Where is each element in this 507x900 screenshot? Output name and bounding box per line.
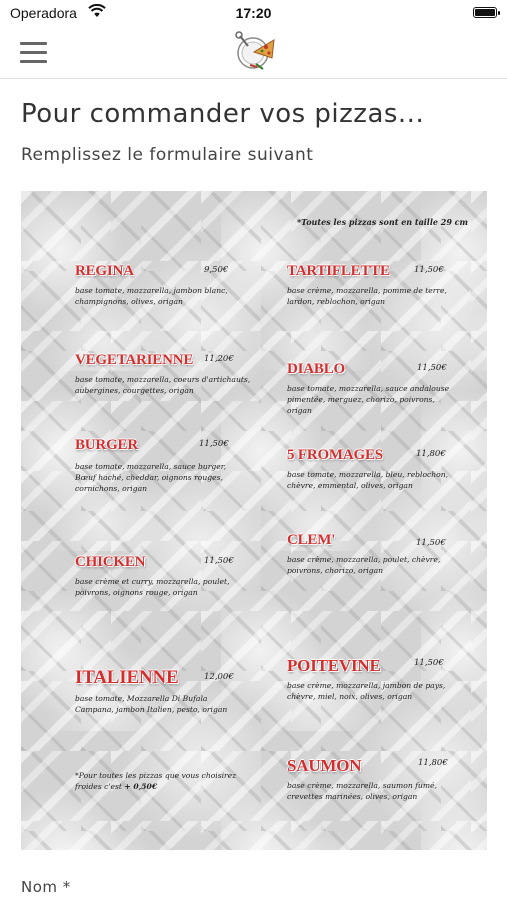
pizza-name: POITEVINE: [287, 656, 381, 675]
pizza-item-saumon: [287, 756, 467, 806]
pizza-price: 11,50€: [204, 556, 234, 566]
pizza-description: base tomate, mozzarella, jambon blanc, champignons, olives, origan: [75, 286, 228, 306]
pizza-description: base crème, mozzarella, pomme de terre, lardon, reblochon, origan: [287, 286, 447, 306]
pizza-description: base crème et curry, mozzarella, poulet, poivrons, oignons rouge, origan: [75, 577, 230, 597]
name-field-label: Nom *: [21, 878, 71, 896]
status-bar: [0, 0, 507, 28]
pizza-name: CLEM': [287, 532, 336, 548]
menu-size-note: *Toutes les pizzas sont en taille 29 cm: [297, 217, 469, 227]
pizza-item-tartiflette: [287, 263, 467, 313]
pizza-description: base crème, mozzarella, poulet, chèvre, poivrons, chorizo, origan: [287, 555, 441, 575]
pizza-description: base crème, mozzarella, saumon fumé, crevettes marinées, olives, origan: [287, 781, 437, 801]
pizza-price: 11,80€: [418, 758, 448, 768]
pizza-logo-icon[interactable]: [230, 28, 280, 76]
pizza-description: base tomate, mozzarella, sauce andalouse pimentée, merguez, chorizo, poivrons, origan: [287, 384, 450, 415]
pizza-item-clem: [287, 532, 467, 582]
pizza-item-poitevine: [287, 656, 467, 706]
page-title: Pour commander vos pizzas...: [21, 99, 425, 129]
pizza-price: 12,00€: [204, 672, 234, 682]
pizza-item-5-fromages: [287, 447, 467, 497]
top-nav-bar: [0, 28, 507, 79]
pizza-name: CHICKEN: [75, 554, 146, 570]
carrier-label: Operadora: [10, 5, 77, 21]
pizza-name: REGINA: [75, 263, 134, 279]
page-subtitle: Remplissez le formulaire suivant: [21, 145, 314, 165]
pizza-description: base tomate, Mozzarella Di Bufala Campana, jambon Italien, pesto, origan: [75, 694, 228, 714]
pizza-price: 11,50€: [416, 538, 446, 548]
pizza-price: 11,50€: [414, 658, 444, 668]
pizza-item-italienne: [75, 667, 255, 717]
pizza-description: base tomate, mozzarella, bleu, reblochon, chèvre, emmental, olives, origan: [287, 470, 449, 490]
pizza-item-burger: [75, 437, 255, 497]
pizza-description: base crème, mozzarella, jambon de pays, chèvre, miel, noix, olives, origan: [287, 681, 446, 701]
pizza-item-vegetarienne: [75, 352, 255, 402]
pizza-item-diablo: [287, 361, 467, 421]
pizza-name: VEGETARIENNE: [75, 352, 194, 368]
pizza-description: base tomate, mozzarella, sauce burger, Bœuf haché, cheddar, oignons rouges, cornichons, origan: [75, 462, 226, 493]
pizza-item-regina: [75, 263, 255, 313]
hamburger-icon[interactable]: [20, 42, 47, 64]
pizza-name: TARTIFLETTE: [287, 263, 390, 279]
cold-pizza-note-text: *Pour toutes les pizzas que vous choisirez froides c'est: [75, 771, 237, 791]
pizza-name: 5 FROMAGES: [287, 447, 383, 463]
pizza-description: base tomate, mozzarella, coeurs d'artichauts, aubergines, courgettes, origan: [75, 375, 251, 395]
pizza-name: SAUMON: [287, 756, 362, 775]
pizza-name: DIABLO: [287, 361, 345, 377]
pizza-price: 11,50€: [417, 363, 447, 373]
pizza-menu-image: [21, 191, 487, 850]
cold-pizza-note-price: + 0,50€: [124, 782, 158, 791]
pizza-price: 11,80€: [416, 449, 446, 459]
pizza-price: 11,50€: [199, 439, 229, 449]
clock: 17:20: [235, 5, 272, 21]
pizza-price: 9,50€: [204, 265, 229, 275]
pizza-item-chicken: [75, 554, 255, 604]
pizza-name: ITALIENNE: [75, 667, 179, 688]
pizza-price: 11,20€: [204, 354, 234, 364]
battery-icon: [473, 7, 497, 18]
pizza-price: 11,50€: [414, 265, 444, 275]
battery-level: [475, 9, 495, 16]
pizza-name: BURGER: [75, 437, 138, 453]
cold-pizza-note: [75, 770, 255, 792]
